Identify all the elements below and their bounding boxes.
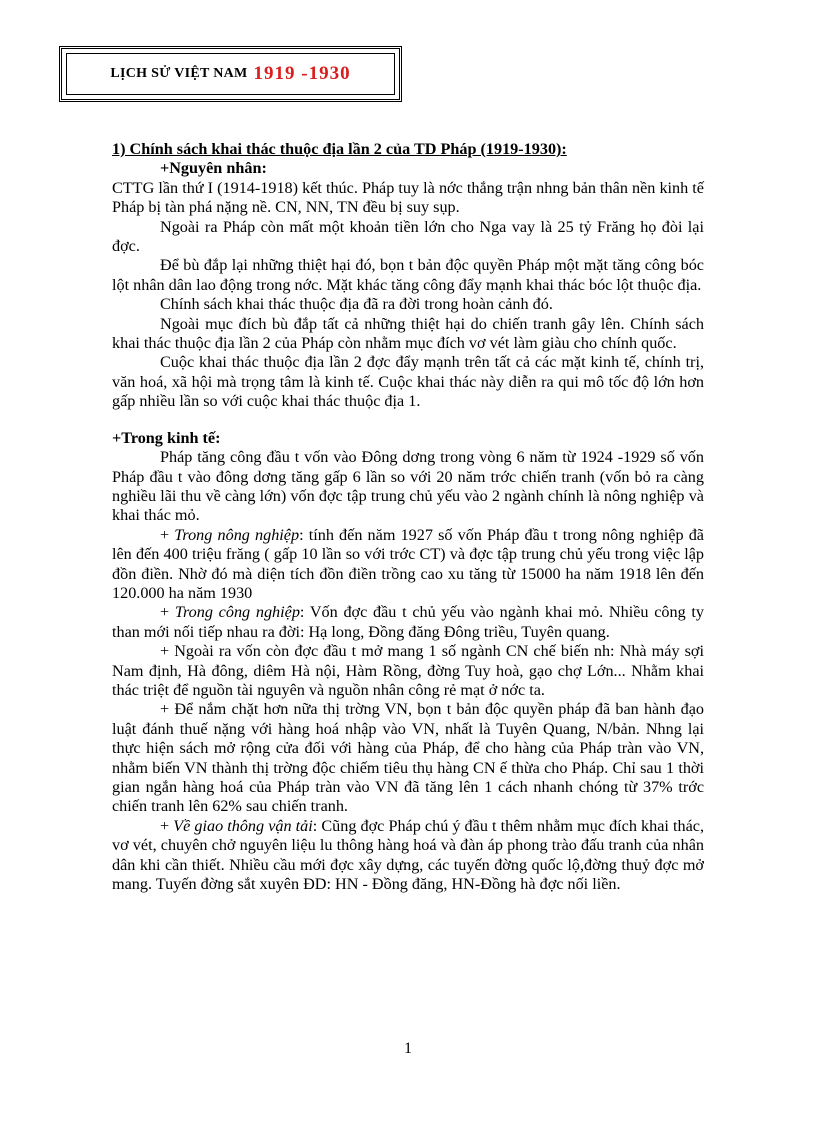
agriculture-label: Trong nông nghiệp [174,525,300,544]
industry-paragraph [112,603,704,642]
agriculture-paragraph [112,526,704,604]
spacer [112,412,704,429]
industry-label: Trong công nghiệp [174,603,300,622]
industry-text: : Vốn đợc đầu t chủ yếu vào ngành khai mỏ. Nhiều công ty than mới nối tiếp nhau ra đời: Hạ long, Đồng đăng Đông triều, Tuyên quang. [112,603,704,641]
economy-heading: +Trong kinh tế: [112,428,221,447]
agriculture-text: : tính đến năm 1927 số vốn Pháp đầu t trong nông nghiệp đã lên đến 400 triệu frăng ( gấp 10 lần so với trớc CT) và đợc tập trung chủ yếu trong việc lập đồn điền. Nhờ đó mà diện tích đồn điền trồng cao xu tăng từ 15000 ha năm 1918 lên đến 120.000 ha năm 1930 [112,525,704,602]
header-years: 1919 -1930 [253,63,351,84]
market-paragraph: + Để nắm chặt hơn nữa thị trờng VN, bọn t bản độc quyền pháp đã ban hành đạo luật đánh thuế nặng với hàng hoá nhập vào VN, nhất là Tuyên Quang, N/bản. Nhng lại thực hiện sách mở rộng cửa đối với hàng của Pháp, để cho hàng của Pháp tràn vào VN, nhằm biến VN thành thị trờng độc chiếm tiêu thụ hàng CN ế thừa cho Pháp. Chỉ sau 1 thời gian ngắn hàng hoá của Pháp tràn vào VN đã tăng lên 1 cách nhanh chóng từ 37% trớc chiến tranh lên 62% sau chiến tranh. [112,700,704,816]
causes-heading: +Nguyên nhân: [160,159,267,178]
page-number: 1 [404,1040,412,1057]
header-label: LỊCH SỬ VIỆT NAM [110,66,248,81]
document-body [112,140,704,894]
causes-paragraph-5: Ngoài mục đích bù đắp tất cả những thiệt hại do chiến tranh gây lên. Chính sách khai thác thuộc địa lần 2 của Pháp còn nhằm mục đích vơ vét làm giàu cho chính quốc. [112,314,704,353]
section-title: 1) Chính sách khai thác thuộc địa lần 2 của TD Pháp (1919-1930): [112,140,567,158]
transport-prefix: + [160,816,174,835]
transport-text: : Cũng đợc Pháp chú ý đầu t thêm nhằm mục đích khai thác, vơ vét, chuyên chở nguyên liệu lu thông hàng hoá và đàn áp phong trào đấu tranh của nhân dân khi cần thiết. Nhiều cầu mới đợc xây dựng, các tuyến đờng quốc lộ,đờng thuỷ đợc mở mang. Tuyến đờng sắt xuyên ĐD: HN - Đồng đăng, HN-Đồng hà đợc nối liền. [112,816,704,894]
title-box-inner [66,53,395,95]
title-box [59,46,402,102]
causes-paragraph-1: CTTG lần thứ I (1914-1918) kết thúc. Pháp tuy là nớc thắng trận nhng bản thân nền kinh tế Pháp bị tàn phá nặng nề. CN, NN, TN đều bị suy sụp. [112,178,704,217]
industry-prefix: + [160,603,175,622]
processing-industry-paragraph: + Ngoài ra vốn còn đợc đầu t mở mang 1 số ngành CN chế biến nh: Nhà máy sợi Nam định, Hà đông, diêm Hà nội, Hàm Rồng, đờng Tuy hoà, gạo chợ Lớn... Nhằm khai thác triệt để nguồn tài nguyên và nguồn nhân công rẻ mạt ở nớc ta. [112,642,704,699]
economy-paragraph-1: Pháp tăng công đầu t vốn vào Đông dơng trong vòng 6 năm từ 1924 -1929 số vốn Pháp đầu t vào đông dơng tăng gấp 6 lần so với 20 năm trớc chiến tranh (vốn bỏ ra càng nghiều lãi thu về càng lớn) vốn đợc tập trung chủ yếu vào 2 ngành chính là nông nghiệp và khai thác mỏ. [112,448,704,525]
transport-label: Về giao thông vận tải [173,816,313,835]
causes-paragraph-2: Ngoài ra Pháp còn mất một khoản tiền lớn cho Nga vay là 25 tỷ Frăng họ đòi lại đợc. [112,217,704,256]
transport-paragraph [112,817,704,895]
causes-paragraph-6: Cuộc khai thác thuộc địa lần 2 đợc đẩy mạnh trên tất cả các mặt kinh tế, chính trị, văn hoá, xã hội mà trọng tâm là kinh tế. Cuộc khai thác này diễn ra qui mô tốc độ lớn hơn gấp nhiều lần so với cuộc khai thác thuộc địa 1. [112,353,704,411]
causes-paragraph-4: Chính sách khai thác thuộc địa đã ra đời trong hoàn cảnh đó. [160,295,553,314]
agriculture-prefix: + [160,525,175,544]
causes-paragraph-3: Để bù đắp lại những thiệt hại đó, bọn t bản độc quyền Pháp một mặt tăng công bóc lột nhân dân lao động trong nớc. Mặt khác tăng công đẩy mạnh khai thác bóc lột thuộc địa. [112,256,704,294]
